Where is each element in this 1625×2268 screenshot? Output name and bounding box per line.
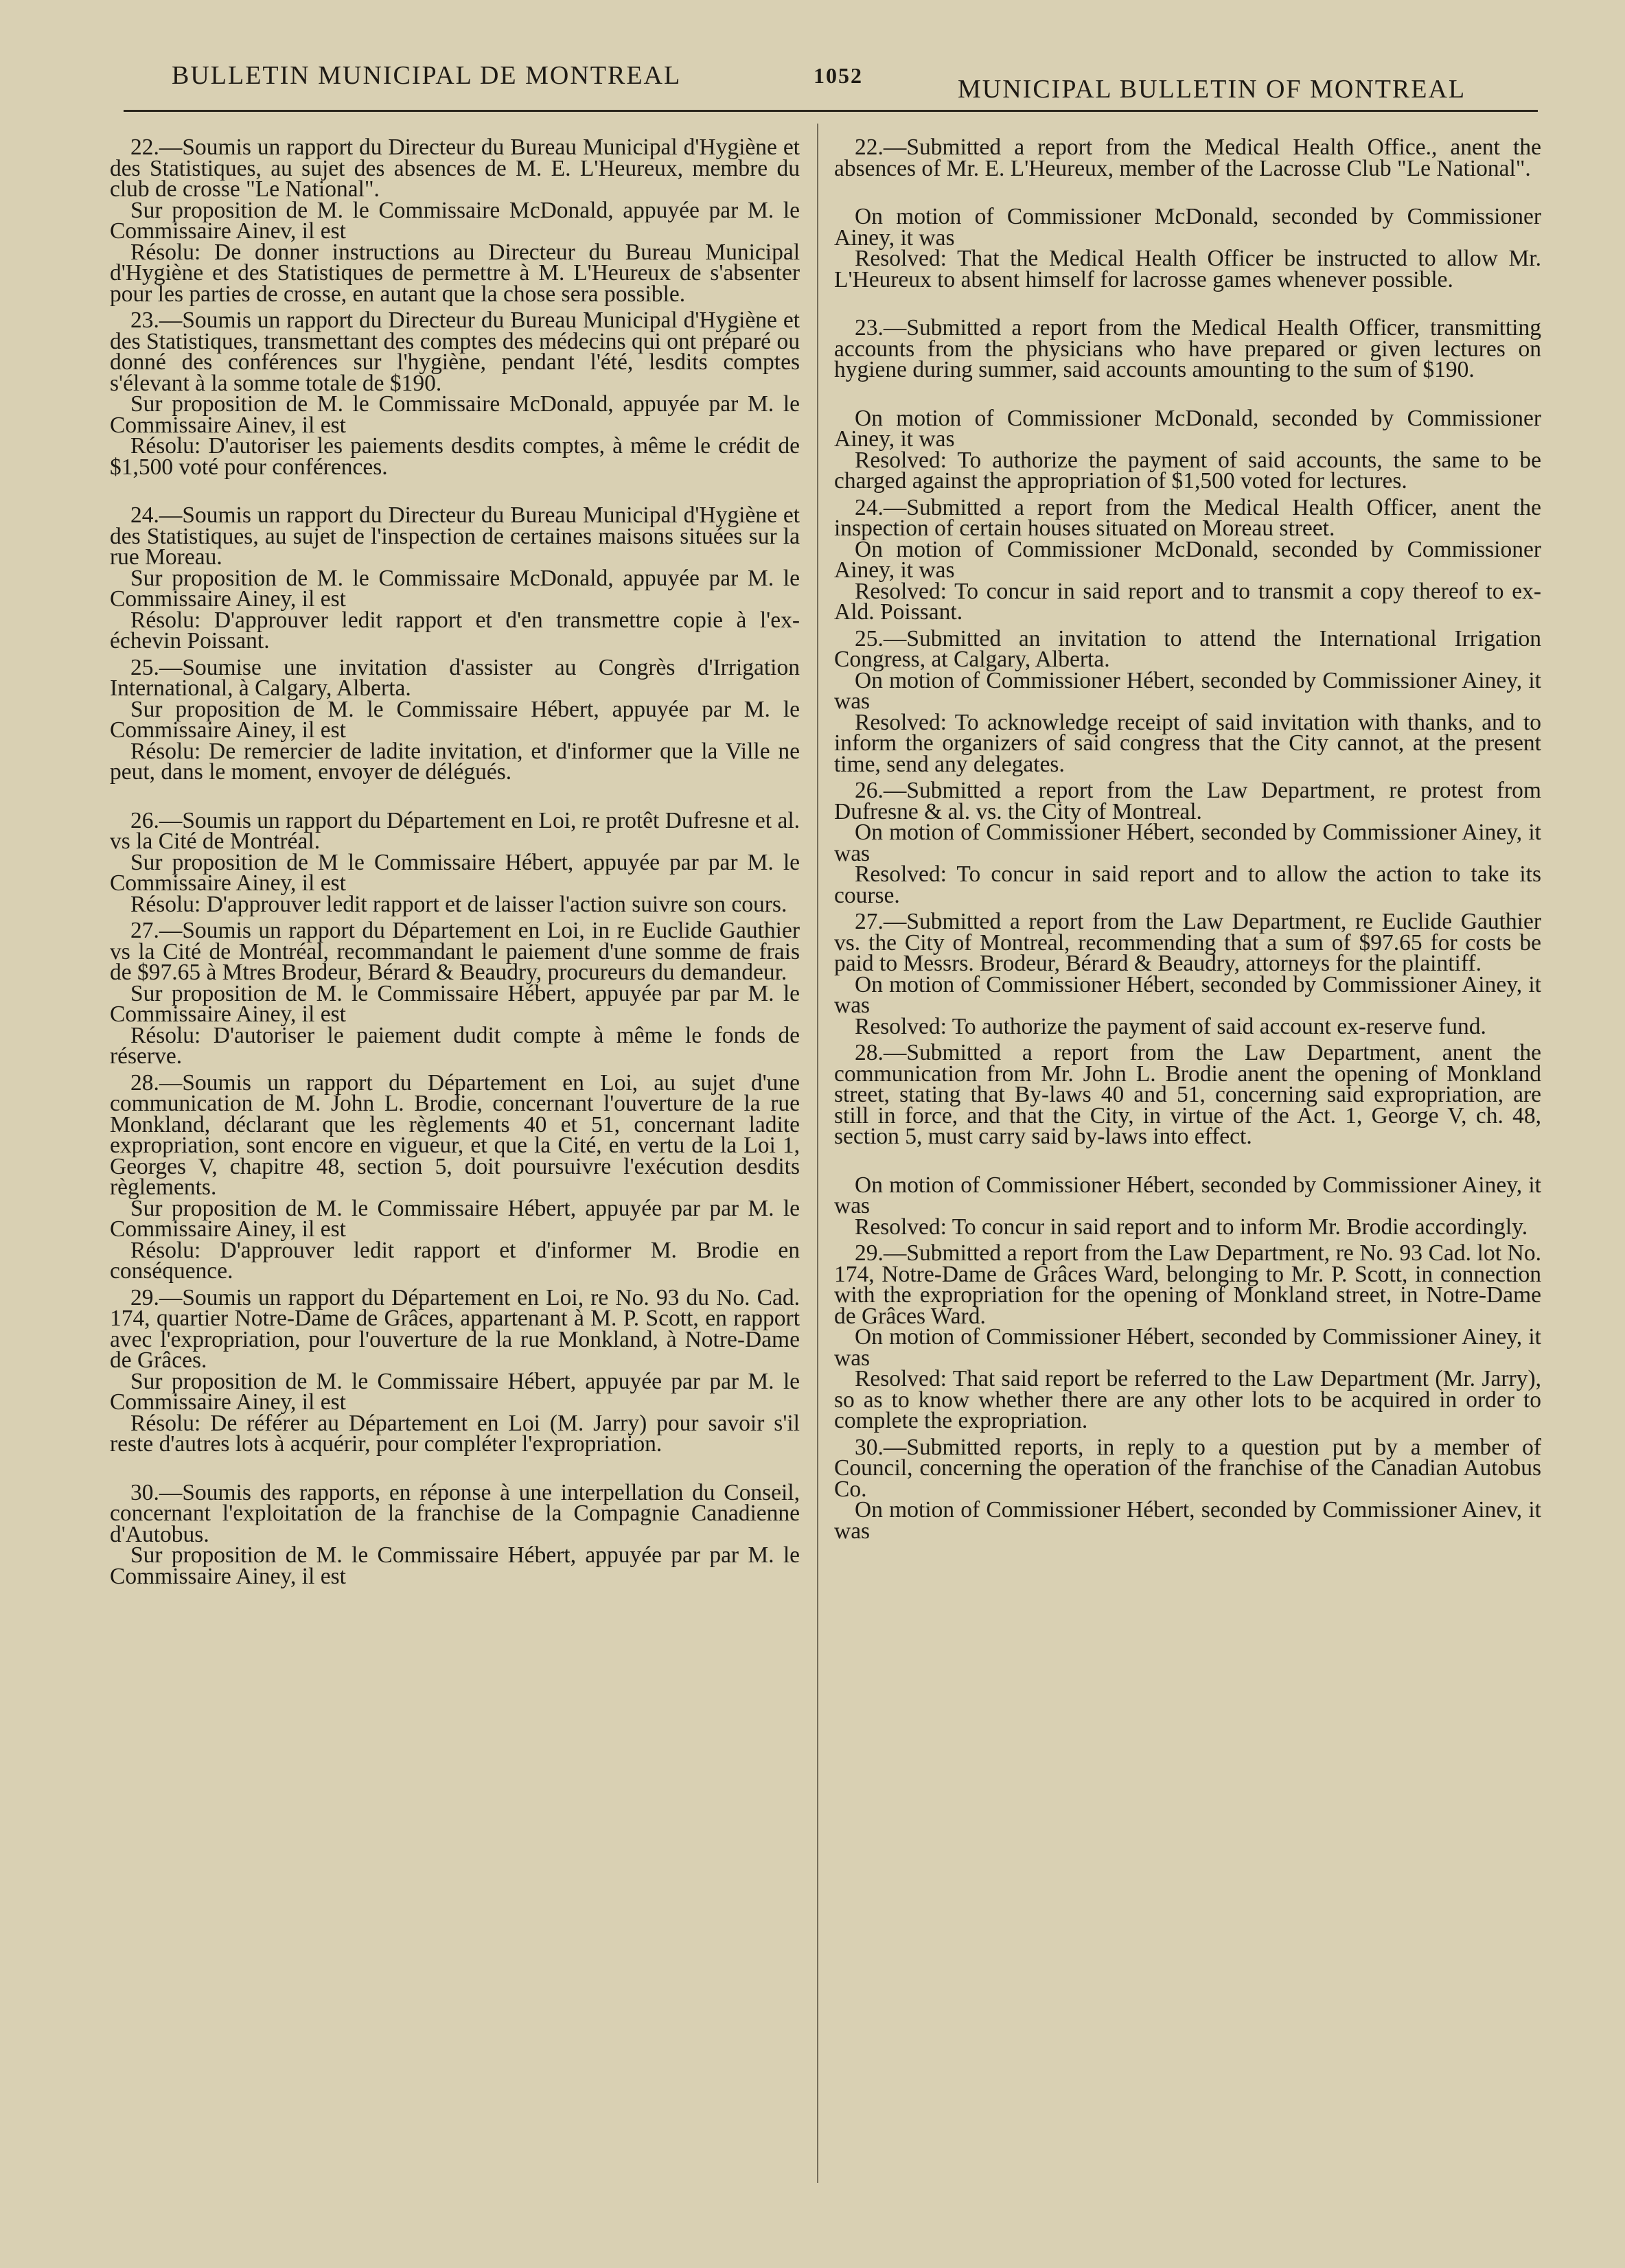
entry-paragraph: Sur proposition de M. le Commissaire McDonald, appuyée par M. le Commissaire Ainev, il est bbox=[110, 197, 800, 244]
english-column bbox=[834, 137, 1541, 1542]
entry-paragraph: 24.—Soumis un rapport du Directeur du Bureau Municipal d'Hygiène et des Statistiques, au sujet de l'inspection de certaines maisons situées sur la rue Moreau. bbox=[110, 502, 800, 570]
entry-paragraph: 27.—Submitted a report from the Law Department, re Euclide Gauthier vs. the City of Montreal, recommending that a sum of $97.65 for costs be paid to Messrs. Brodeur, Bérard & Beaudry, attorneys for the plaintiff. bbox=[834, 909, 1541, 976]
header-title-french: BULLETIN MUNICIPAL DE MONTREAL bbox=[172, 61, 682, 90]
entry-paragraph: Sur proposition de M le Commissaire Hébert, appuyée par par M. le Commissaire Ainey, il est bbox=[110, 849, 800, 896]
minute-entry bbox=[834, 204, 1541, 292]
entry-paragraph: 30.—Soumis des rapports, en réponse à une interpellation du Conseil, concernant l'exploitation de la franchise de la Compagnie Canadienne d'Autobus. bbox=[110, 1479, 800, 1547]
entry-paragraph: Sur proposition de M. le Commissaire Hébert, appuyée par M. le Commissaire Ainey, il est bbox=[110, 696, 800, 743]
entry-paragraph: On motion of Commissioner Hébert, seconded by Commissioner Ainey, it was bbox=[834, 1324, 1541, 1371]
entry-paragraph: Résolu: De donner instructions au Directeur du Bureau Municipal d'Hygiène et des Statistiques de permettre à M. L'Heureux de s'absenter pour les parties de crosse, en autant que la chose sera possible. bbox=[110, 239, 800, 307]
page-number: 1052 bbox=[814, 63, 863, 88]
entry-paragraph: Resolved: To concur in said report and to inform Mr. Brodie accordingly. bbox=[855, 1214, 1528, 1240]
entry-paragraph: 28.—Soumis un rapport du Département en Loi, au sujet d'une communication de M. John L. Brodie, concernant l'ouverture de la rue Monkland, déclarant que les règlements 40 et 51, concernant ladite expropriation, sont encore en vigueur, et que la Cité, en vertu de la Loi 1, Georges V, chapitre 48, section 5, doit poursuivre l'exécution desdits règlements. bbox=[110, 1069, 800, 1200]
minute-entry bbox=[110, 502, 800, 653]
entry-paragraph: Resolved: That said report be referred to the Law Department (Mr. Jarry), so as to know whether there are any other lots to be acquired in order to complete the expropriation. bbox=[834, 1366, 1541, 1433]
entry-paragraph: Resolved: To acknowledge receipt of said invitation with thanks, and to inform the organizers of said congress that the City cannot, at the present time, send any delegates. bbox=[834, 709, 1541, 777]
entry-paragraph: 22.—Soumis un rapport du Directeur du Bureau Municipal d'Hygiène et des Statistiques, au sujet des absences de M. E. L'Heureux, membre du club de crosse "Le National". bbox=[110, 135, 800, 202]
entry-paragraph: Résolu: De référer au Département en Loi (M. Jarry) pour savoir s'il reste d'autres lots à acquérir, pour compléter l'expropriation. bbox=[110, 1410, 800, 1457]
entry-paragraph: Résolu: D'approuver ledit rapport et d'en transmettre copie à l'ex-échevin Poissant. bbox=[110, 607, 800, 653]
header-rule bbox=[124, 110, 1538, 112]
entry-paragraph: Sur proposition de M. le Commissaire Hébert, appuyée par par M. le Commissaire Ainey, il est bbox=[110, 980, 800, 1027]
entry-paragraph: 27.—Soumis un rapport du Département en Loi, in re Euclide Gauthier vs la Cité de Montréal, recommandant le paiement d'une somme de frais de $97.65 à Mtres Brodeur, Bérard & Beaudry, procureurs du demandeur. bbox=[110, 918, 800, 985]
entry-paragraph: On motion of Commissioner McDonald, seconded by Commissioner Ainey, it was bbox=[834, 536, 1541, 583]
entry-paragraph: Sur proposition de M. le Commissaire Hébert, appuyée par par M. le Commissaire Ainey, il est bbox=[110, 1195, 800, 1242]
minute-entry bbox=[110, 1069, 800, 1284]
entry-paragraph: Resolved: That the Medical Health Officer be instructed to allow Mr. L'Heureux to absent himself for lacrosse games whenever possible. bbox=[834, 246, 1541, 292]
minute-entry bbox=[834, 137, 1541, 179]
entry-paragraph: 28.—Submitted a report from the Law Department, anent the communication from Mr. John L. Brodie anent the opening of Monkland street, stating that By-laws 40 and 51, concerning said expropriation, are still in force, and that the City, in virtue of the Act. 1, George V, ch. 48, section 5, must carry said by-laws into effect. bbox=[834, 1040, 1541, 1149]
minute-entry bbox=[834, 405, 1541, 494]
entry-paragraph: 29.—Submitted a report from the Law Department, re No. 93 Cad. lot No. 174, Notre-Dame de Grâces Ward, belonging to Mr. P. Scott, in connection with the expropriation for the opening of Monkland street, in Notre-Dame de Grâces Ward. bbox=[834, 1240, 1541, 1329]
entry-paragraph: On motion of Commissioner Hébert, seconded by Commissioner Ainey, it was bbox=[834, 667, 1541, 714]
entry-paragraph: 25.—Soumise une invitation d'assister au Congrès d'Irrigation International, à Calgary, Alberta. bbox=[110, 654, 800, 701]
entry-paragraph: 23.—Submitted a report from the Medical Health Officer, transmitting accounts from the physicians who have prepared or given lectures on hygiene during summer, said accounts amounting to the sum of $190. bbox=[834, 315, 1541, 382]
minute-entry bbox=[110, 807, 800, 917]
entry-paragraph: 30.—Submitted reports, in reply to a question put by a member of Council, concerning the operation of the franchise of the Canadian Autobus Co. bbox=[834, 1434, 1541, 1502]
minute-entry bbox=[110, 310, 800, 478]
minute-entry bbox=[834, 1040, 1541, 1149]
entry-paragraph: Sur proposition de M. le Commissaire Hébert, appuyée par par M. le Commissaire Ainey, il est bbox=[110, 1542, 800, 1589]
minute-entry bbox=[834, 494, 1541, 625]
minute-entry bbox=[110, 918, 800, 1069]
entry-paragraph: 24.—Submitted a report from the Medical Health Officer, anent the inspection of certain houses situated on Moreau street. bbox=[834, 494, 1541, 541]
minute-entry bbox=[110, 1479, 800, 1589]
entry-paragraph: Résolu: D'autoriser les paiements desdits comptes, à même le crédit de $1,500 voté pour conférences. bbox=[110, 433, 800, 480]
entry-paragraph: Résolu: D'approuver ledit rapport et de laisser l'action suivre son cours. bbox=[130, 891, 787, 917]
entry-paragraph: Resolved: To authorize the payment of said accounts, the same to be charged against the appropriation of $1,500 voted for lectures. bbox=[834, 447, 1541, 494]
entry-paragraph: 25.—Submitted an invitation to attend the International Irrigation Congress, at Calgary, Alberta. bbox=[834, 625, 1541, 672]
entry-paragraph: On motion of Commissioner Hébert, seconded by Commissioner Ainey, it was bbox=[834, 820, 1541, 866]
minute-entry bbox=[834, 315, 1541, 382]
entry-paragraph: 26.—Soumis un rapport du Département en Loi, re protêt Dufresne et al. vs la Cité de Montréal. bbox=[110, 807, 800, 854]
minute-entry bbox=[834, 625, 1541, 777]
entry-paragraph: Sur proposition de M. le Commissaire McDonald, appuyée par M. le Commissaire Ainey, il est bbox=[110, 565, 800, 612]
minute-entry bbox=[834, 1434, 1541, 1544]
entry-paragraph: On motion of Commissioner Hébert, seconded by Commissioner Ainey, it was bbox=[834, 971, 1541, 1018]
entry-paragraph: Résolu: De remercier de ladite invitation, et d'informer que la Ville ne peut, dans le moment, envoyer de délégués. bbox=[110, 738, 800, 785]
minute-entry bbox=[834, 1172, 1541, 1240]
entry-paragraph: Resolved: To concur in said report and to allow the action to take its course. bbox=[834, 861, 1541, 908]
minute-entry bbox=[834, 780, 1541, 906]
minute-entry bbox=[834, 909, 1541, 1039]
entry-paragraph: 22.—Submitted a report from the Medical Health Office., anent the absences of Mr. E. L'Heureux, member of the Lacrosse Club "Le National". bbox=[834, 135, 1541, 181]
french-column bbox=[110, 137, 800, 1587]
entry-paragraph: 23.—Soumis un rapport du Directeur du Bureau Municipal d'Hygiène et des Statistiques, transmettant des comptes des médecins qui ont préparé ou donné des conférences sur l'hygiène, pendant l'été, lesdits comptes s'élevant à la somme totale de $190. bbox=[110, 308, 800, 396]
column-divider bbox=[817, 124, 818, 2183]
minute-entry bbox=[110, 1284, 800, 1457]
entry-paragraph: 29.—Soumis un rapport du Département en Loi, re No. 93 du No. Cad. 174, quartier Notre-Dame de Grâces, appartenant à M. P. Scott, en rapport avec l'expropriation, pour l'ouverture de la rue Monkland, à Notre-Dame de Grâces. bbox=[110, 1284, 800, 1373]
entry-paragraph: Résolu: D'approuver ledit rapport et d'informer M. Brodie en conséquence. bbox=[110, 1237, 800, 1284]
entry-paragraph: Resolved: To authorize the payment of said account ex-reserve fund. bbox=[855, 1013, 1486, 1039]
minute-entry bbox=[110, 654, 800, 785]
header-title-english: MUNICIPAL BULLETIN OF MONTREAL bbox=[958, 75, 1466, 104]
entry-paragraph: Résolu: D'autoriser le paiement dudit compte à même le fonds de réserve. bbox=[110, 1022, 800, 1069]
entry-paragraph: On motion of Commissioner McDonald, seconded by Commissioner Ainey, it was bbox=[834, 405, 1541, 452]
entry-paragraph: On motion of Commissioner McDonald, seconded by Commissioner Ainey, it was bbox=[834, 204, 1541, 251]
entry-paragraph: 26.—Submitted a report from the Law Department, re protest from Dufresne & al. vs. the City of Montreal. bbox=[834, 778, 1541, 824]
entry-paragraph: On motion of Commissioner Hébert, seconded by Commissioner Ainev, it was bbox=[834, 1497, 1541, 1544]
entry-paragraph: Sur proposition de M. le Commissaire McDonald, appuyée par M. le Commissaire Ainev, il est bbox=[110, 391, 800, 438]
minute-entry bbox=[834, 1240, 1541, 1433]
entry-paragraph: Resolved: To concur in said report and to transmit a copy thereof to ex-Ald. Poissant. bbox=[834, 578, 1541, 625]
entry-paragraph: On motion of Commissioner Hébert, seconded by Commissioner Ainey, it was bbox=[834, 1172, 1541, 1218]
minute-entry bbox=[110, 137, 800, 305]
page-header bbox=[117, 60, 1543, 108]
entry-paragraph: Sur proposition de M. le Commissaire Hébert, appuyée par par M. le Commissaire Ainey, il est bbox=[110, 1368, 800, 1415]
